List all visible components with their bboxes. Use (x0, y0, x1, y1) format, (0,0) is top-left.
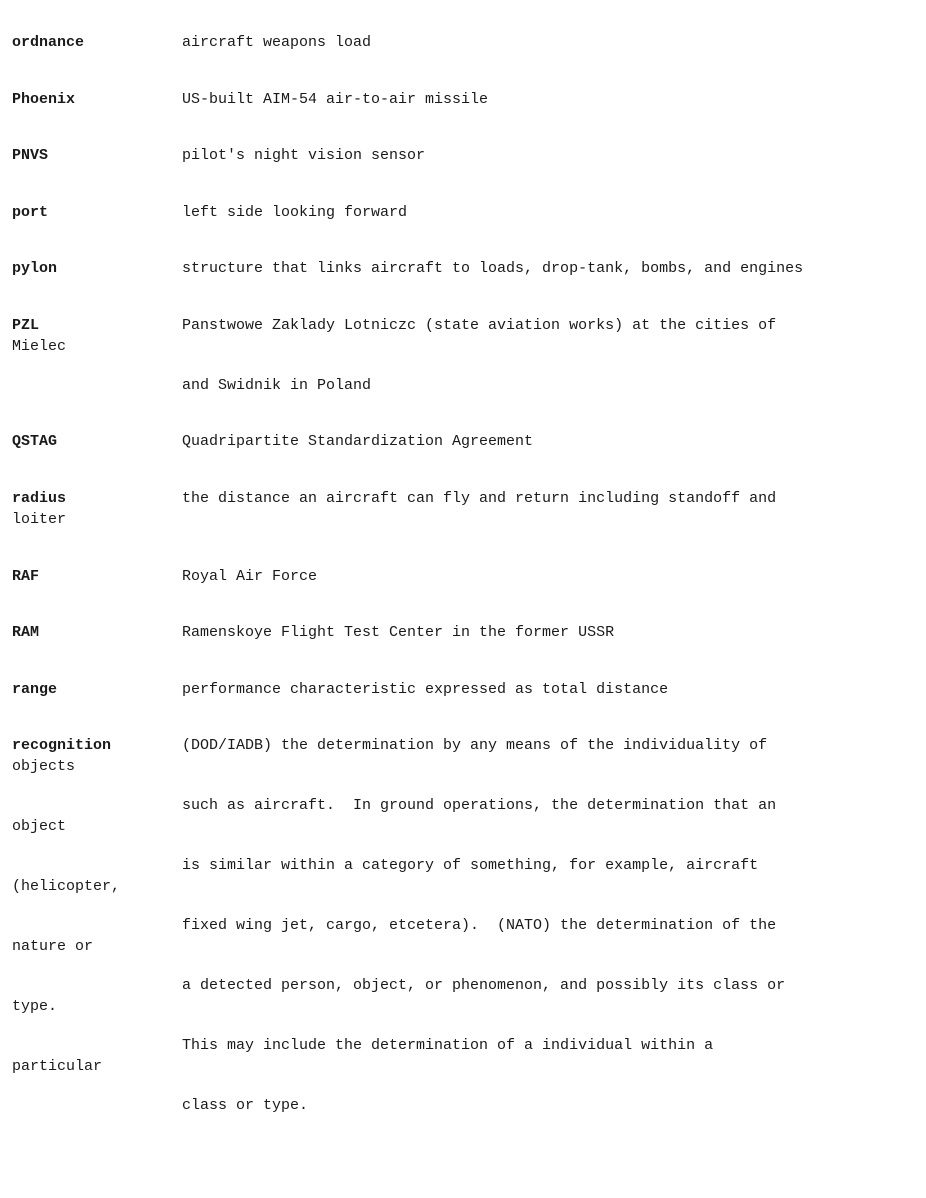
definition-recognition-line: class or type. (182, 1097, 309, 1114)
definition-phoenix: US-built AIM-54 air-to-air missile (182, 91, 489, 108)
term-pylon: pylon (12, 260, 58, 277)
definition-ordnance: aircraft weapons load (182, 34, 372, 51)
definition-recognition-wrap: objects (12, 758, 76, 775)
definition-radius: the distance an aircraft can fly and return including standoff and (182, 490, 777, 507)
definition-recognition-line-wrap: nature or (12, 938, 94, 955)
term-pzl: PZL (12, 317, 40, 334)
term-ram: RAM (12, 624, 40, 641)
term-ordnance: ordnance (12, 34, 85, 51)
term-radius: radius (12, 490, 67, 507)
definition-port: left side looking forward (182, 204, 408, 221)
definition-pylon: structure that links aircraft to loads, drop-tank, bombs, and engines (182, 260, 804, 277)
term-phoenix: Phoenix (12, 91, 76, 108)
definition-range: performance characteristic expressed as total distance (182, 681, 669, 698)
definition-qstag: Quadripartite Standardization Agreement (182, 433, 534, 450)
definition-recognition-line-wrap: object (12, 818, 67, 835)
definition-recognition-line-wrap: type. (12, 998, 58, 1015)
term-range: range (12, 681, 58, 698)
definition-recognition-line: such as aircraft. In ground operations, the determination that an (182, 797, 777, 814)
term-recognition: recognition (12, 737, 112, 754)
definition-recognition-line-wrap: (helicopter, (12, 878, 121, 895)
definition-ram: Ramenskoye Flight Test Center in the former USSR (182, 624, 615, 641)
definition-pzl-wrap: Mielec (12, 338, 67, 355)
definition-recognition-line: a detected person, object, or phenomenon, and possibly its class or (182, 977, 786, 994)
definition-recognition-line-wrap: particular (12, 1058, 103, 1075)
term-qstag: QSTAG (12, 433, 58, 450)
definition-recognition-line: fixed wing jet, cargo, etcetera). (NATO) the determination of the (182, 917, 777, 934)
definition-recognition-line: This may include the determination of a individual within a (182, 1037, 714, 1054)
definition-recognition: (DOD/IADB) the determination by any means of the individuality of (182, 737, 768, 754)
term-port: port (12, 204, 49, 221)
term-raf: RAF (12, 568, 40, 585)
definition-pzl-continued: and Swidnik in Poland (182, 377, 372, 394)
term-pnvs: PNVS (12, 147, 49, 164)
definition-pzl: Panstwowe Zaklady Lotniczc (state aviation works) at the cities of (182, 317, 777, 334)
definition-radius-wrap: loiter (12, 511, 67, 528)
definition-raf: Royal Air Force (182, 568, 318, 585)
definition-pnvs: pilot's night vision sensor (182, 147, 426, 164)
definition-recognition-line: is similar within a category of something, for example, aircraft (182, 857, 759, 874)
